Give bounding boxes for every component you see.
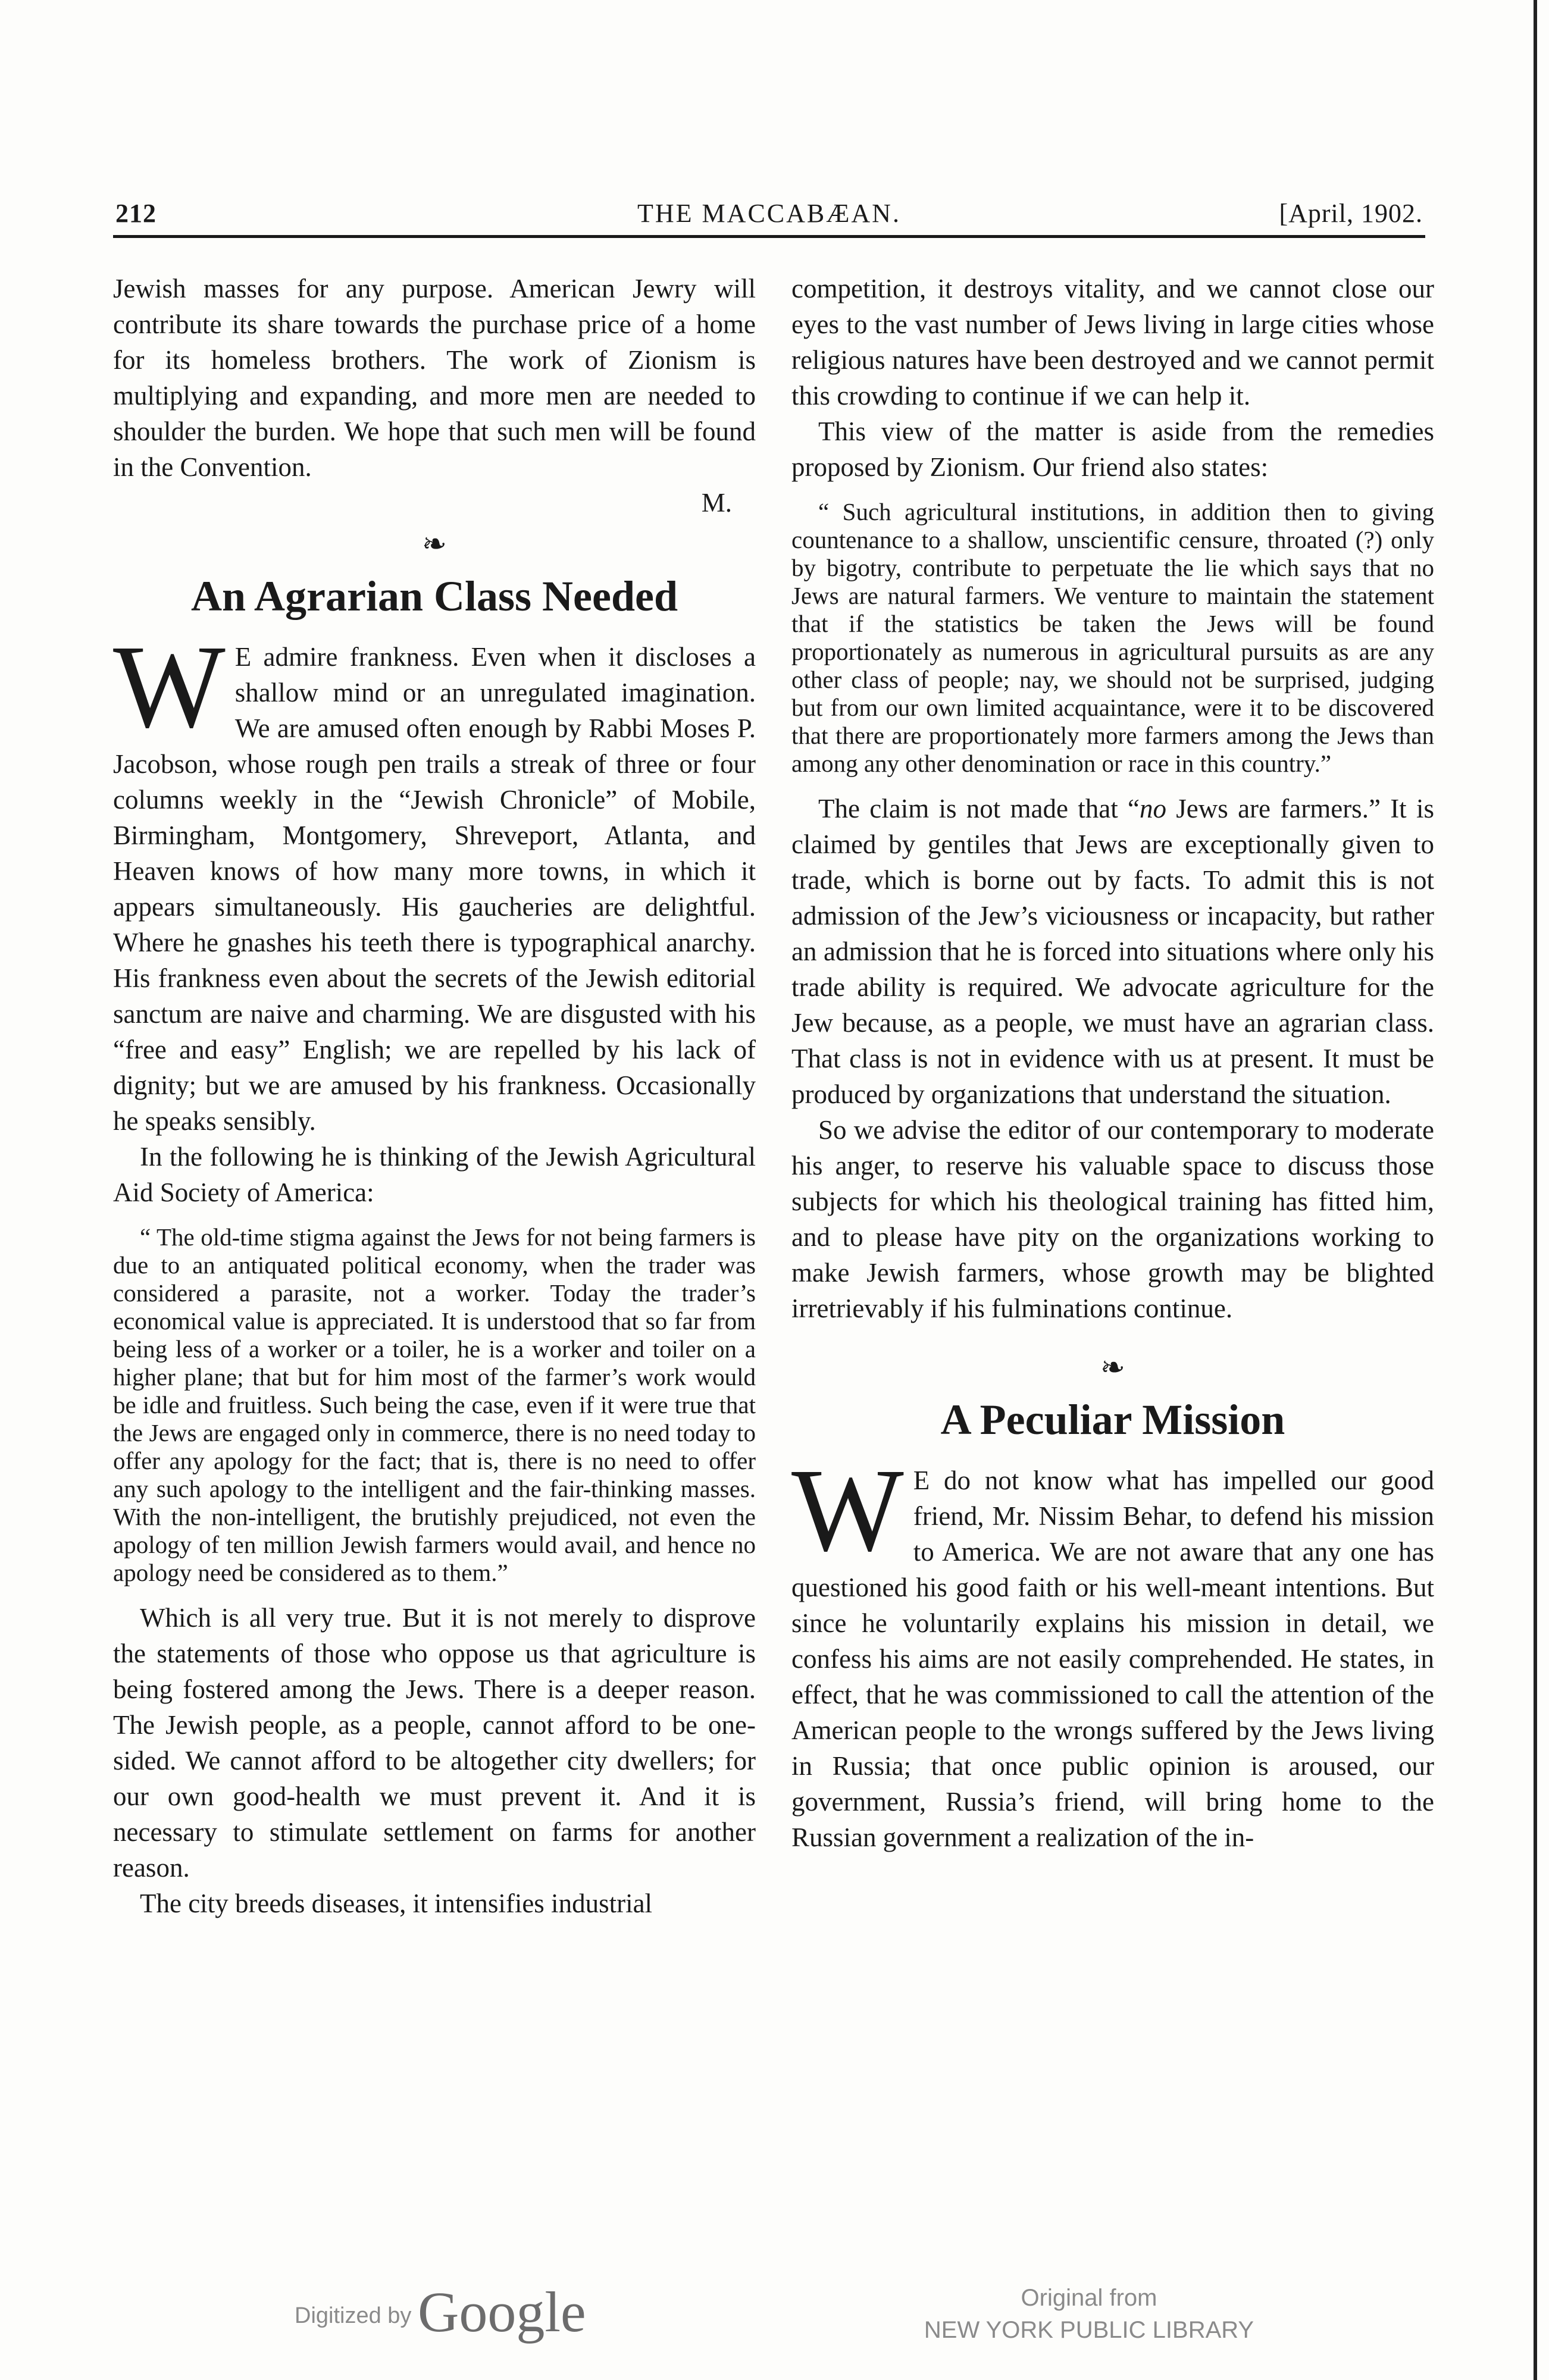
agrarian-paragraph-4: The city breeds diseases, it intensifies industrial [140,1889,653,1918]
right-paragraph-1: competition, it destroys vitality, and we cannot close our eyes to the vast number of Jews living in large cities whose religious natures have been destroyed and we cannot permit this crowding to continue if we can help it. [791,274,1434,411]
drop-cap: W [113,621,226,753]
running-header [113,193,1425,238]
page-edge-rule [1534,0,1537,2380]
digitized-by-text: Digitized by [295,2303,412,2328]
block-quote-right: “ Such agricultural institutions, in addition then to giving countenance to a shallow, unscientific censure, throated (?) only by bigotry, contribute to perpetuate the lie which says that no Jews are natural farmers. We venture to maintain the statement that if the statistics be taken the Jews will be found proportionately as numerous in agricultural pursuits as are any other class of people; nay, we should not be surprised, judging but from our own limited acquaintance, were it to be discovered that there are proportionately more farmers among the Jews than among any other denomination or race in this country.” [791,498,1434,777]
article-heading-agrarian: An Agrarian Class Needed [190,572,678,620]
right-paragraph-3-emphasis: no [1140,794,1167,823]
left-intro-paragraph: Jewish masses for any purpose. American Jewry will contribute its share towards the purchase price of a home for its homeless brothers. The work of Zionism is multiplying and expanding, and more men are needed to shoulder the burden. We hope that such men will be found in the Convention. [113,274,756,482]
agrarian-paragraph-1 [113,621,756,1139]
library-name: NEW YORK PUBLIC LIBRARY [924,2317,1254,2343]
mission-paragraph-1-text: E do not know what has impelled our good friend, Mr. Nissim Behar, to defend his mission to America. We are not aware that any one has questioned his good faith or his well-meant intentions. But since he voluntarily explains his mission in detail, we confess his aims are not easily comprehended. He states, in effect, that he was commissioned to call the attention of the American people to the wrongs suffered by the Jews living in Russia; that once public opinion is aroused, our government, Russia’s friend, will bring home to the Russian government a realization of the in- [791,1465,1434,1852]
signature: M. [701,488,732,518]
original-from-text: Original from [1021,2285,1157,2311]
mission-paragraph-1 [791,1445,1434,1855]
left-column [113,271,756,1921]
ornament-icon: ❧ [1100,1351,1125,1384]
right-paragraph-2: This view of the matter is aside from the remedies proposed by Zionism. Our friend also states: [791,416,1434,482]
page-number: 212 [115,199,157,228]
right-paragraph-4: So we advise the editor of our contemporary to moderate his anger, to reserve his valuable space to discuss those subjects for which his theological training has fitted him, and to please have pity on the organizations working to make Jewish farmers, whose growth may be blighted irretrievably if his fulminations continue. [791,1115,1434,1323]
block-quote-left: “ The old-time stigma against the Jews for not being farmers is due to an antiquated political economy, when the trader was considered a parasite, not a worker. Today the trader’s economical value is appreciated. It is understood that so far from being less of a worker or a toiler, he is a worker and toiler on a higher plane; that but for him most of the farmer’s work would be idle and fruitless. Such being the case, even if it were true that the Jews are engaged only in commerce, there is no need today to offer any apology for the fact; that is, there is no need to offer any such apology to the intelligent and the fair-thinking masses. With the non-intelligent, the brutishly prejudiced, not even the apology of ten million Jewish farmers would avail, and hence no apology need be considered as to them.” [113,1223,756,1586]
issue-date: [April, 1902. [1279,199,1423,228]
drop-cap: W [791,1445,904,1576]
agrarian-paragraph-2: In the following he is thinking of the Jewish Agricultural Aid Society of America: [113,1142,756,1207]
library-attribution [899,2282,1279,2346]
digitized-by-watermark [295,2279,586,2345]
agrarian-paragraph-1-text: E admire frankness. Even when it discloses a shallow mind or an unregulated imagination. We are amused often enough by Rabbi Moses P. Jacobson, whose rough pen trails a streak of three or four columns weekly in the “Jewish Chronicle” of Mobile, Birmingham, Montgomery, Shreveport, Atlanta, and Heaven knows of how many more towns, in which it appears simultaneously. His gaucheries are delightful. Where he gnashes his teeth there is typographical anarchy. His frankness even about the secrets of the Jewish editorial sanctum are naive and charming. We are disgusted with his “free and easy” English; we are repelled by his lack of dignity; but we are amused by his frankness. Occasionally he speaks sensibly. [113,642,756,1136]
right-paragraph-3-b: Jews are farmers.” It is claimed by gentiles that Jews are exceptionally given to trade, which is borne out by facts. To admit this is not admission of the Jew’s viciousness or incapacity, but rather an admission that he is forced into situations where only his trade ability is required. We advocate agriculture for the Jew because, as a people, we must have an agrarian class. That class is not in evidence with us at present. It must be produced by organizations that understand the situation. [791,794,1434,1109]
right-column [791,271,1434,1855]
article-heading-mission: A Peculiar Mission [940,1396,1285,1443]
right-paragraph-3-a: The claim is not made that “ [818,794,1140,823]
ornament-icon: ❧ [422,527,447,560]
agrarian-paragraph-3: Which is all very true. But it is not merely to disprove the statements of those who oppose us that agriculture is being fostered among the Jews. There is a deeper reason. The Jewish people, as a people, cannot afford to be one-sided. We cannot afford to be altogether city dwellers; for our own good-health we must prevent it. And it is necessary to stimulate settlement on farms for another reason. [113,1603,756,1883]
google-logo: Google [417,2280,586,2344]
journal-title: THE MACCABÆAN. [637,199,901,228]
right-paragraph-3 [791,791,1434,1112]
